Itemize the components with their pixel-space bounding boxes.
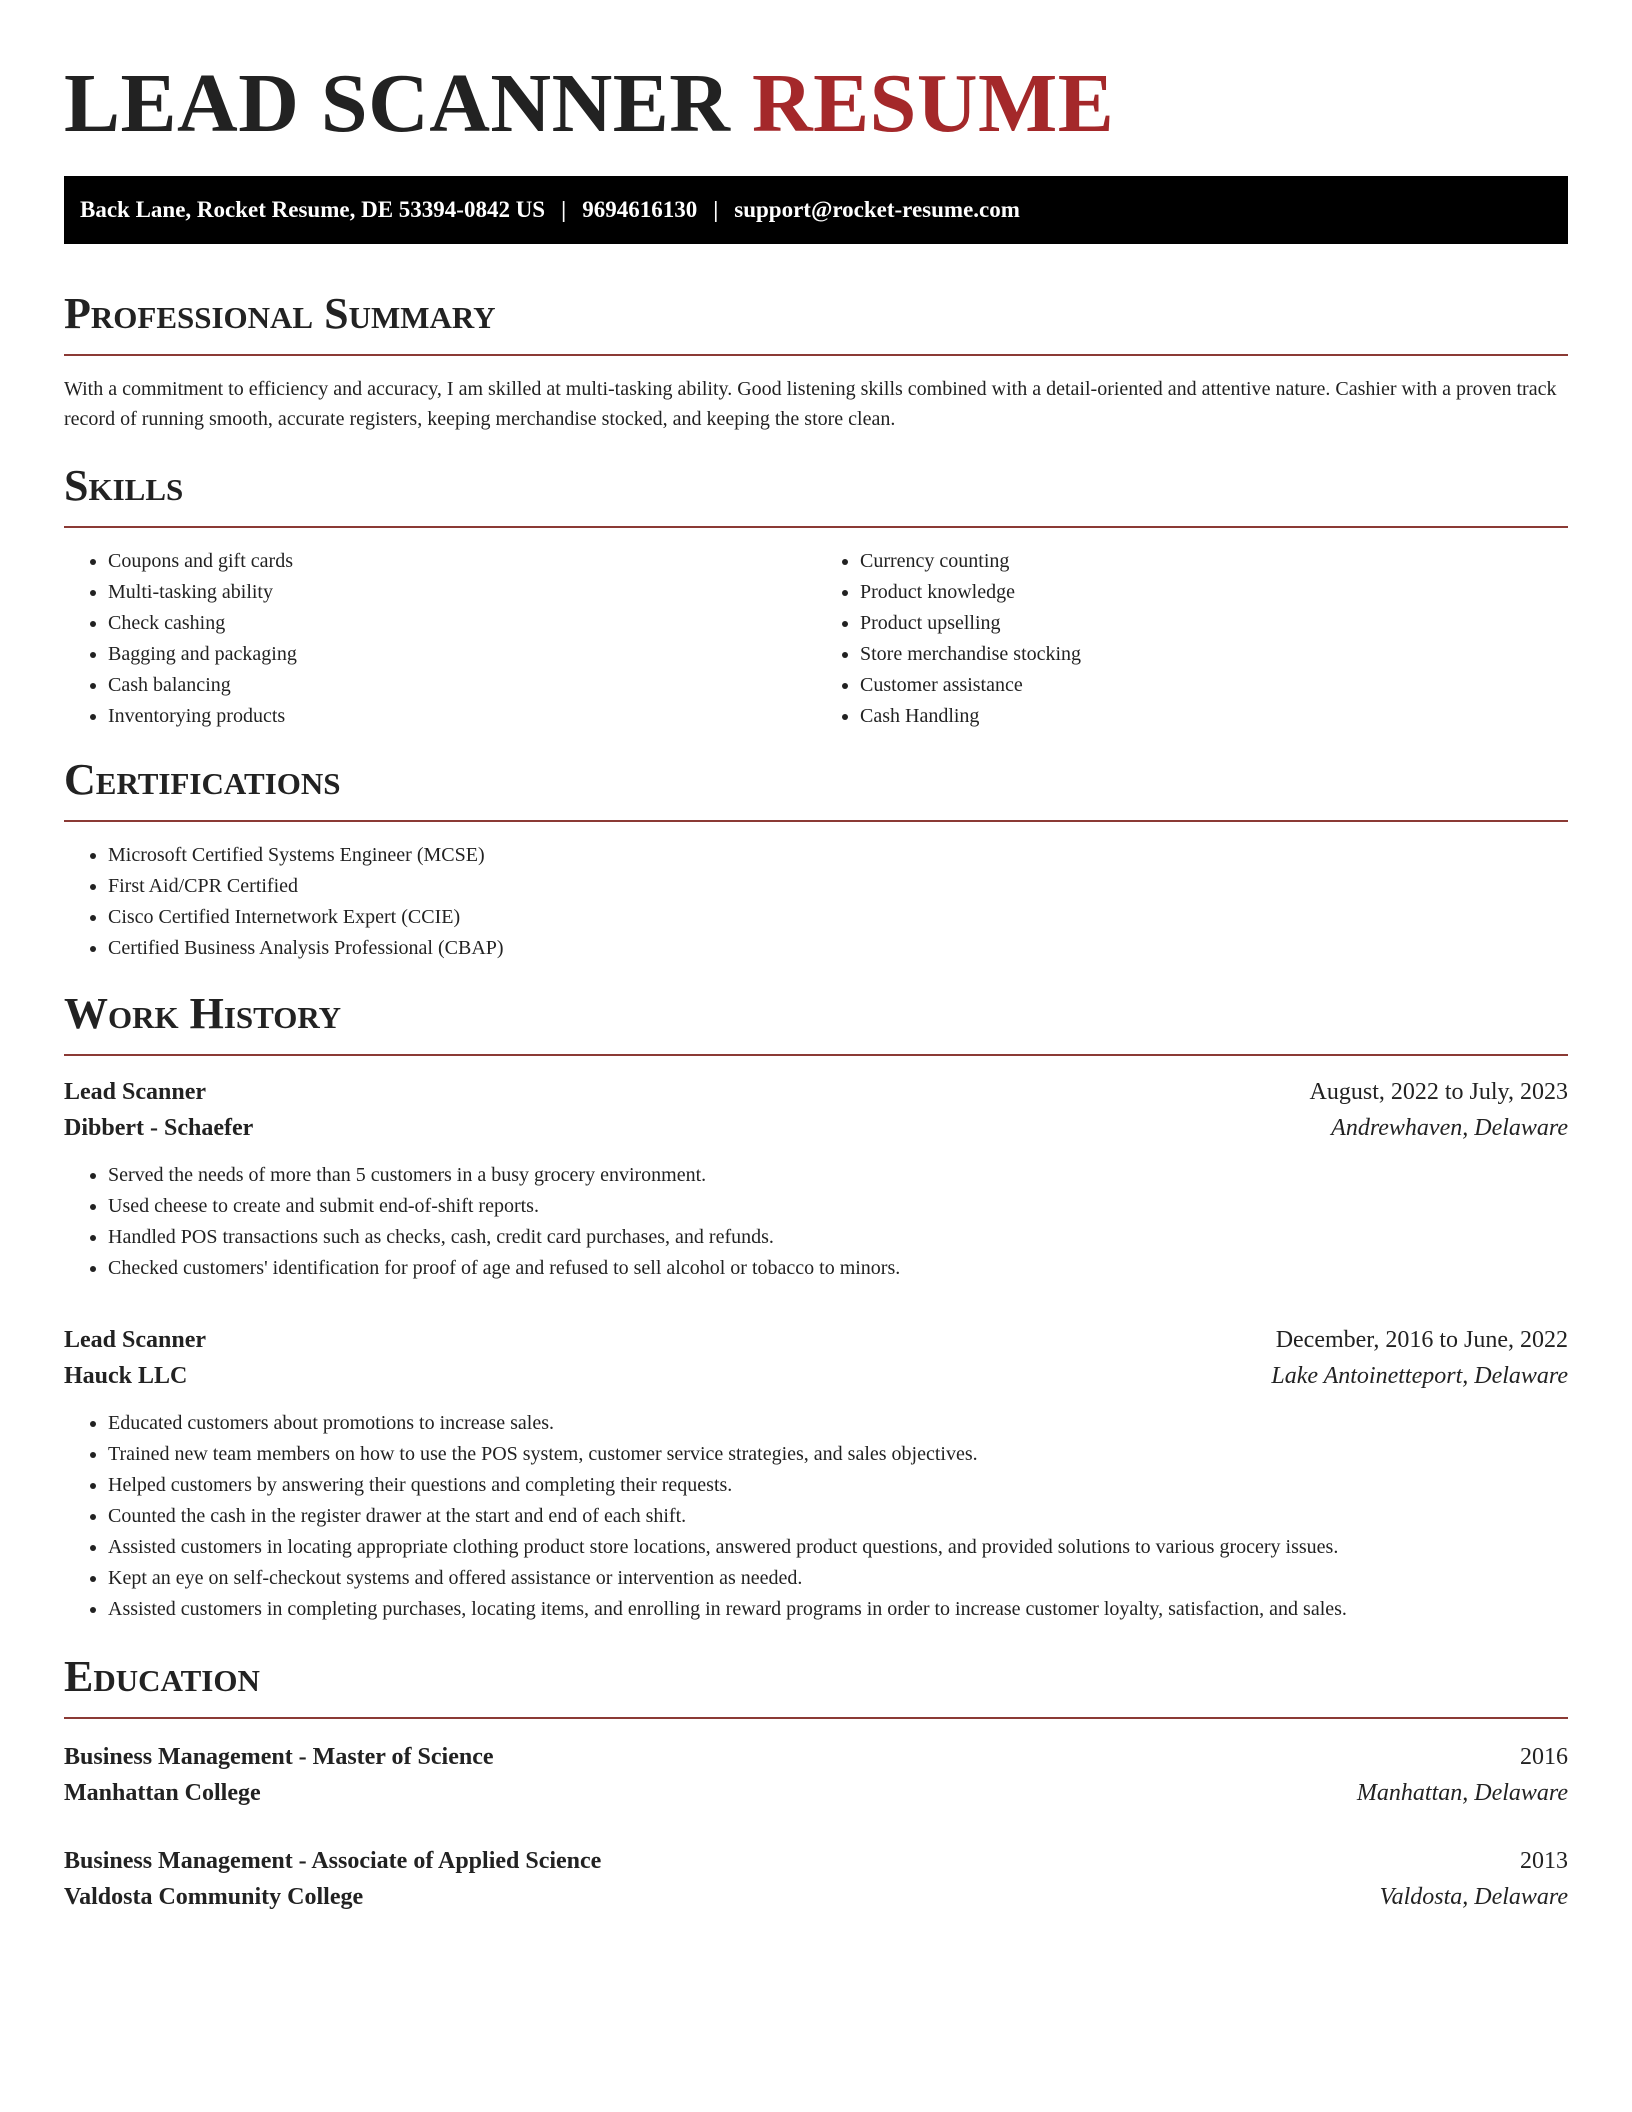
- certification-item: • Cisco Certified Internetwork Expert (CCIE): [108, 902, 1568, 933]
- skill-item: • Product upselling: [860, 608, 1568, 639]
- education-location: Valdosta, Delaware: [1379, 1884, 1568, 1910]
- job-company-row: [64, 1110, 1568, 1146]
- certification-item: • Certified Business Analysis Professional (CBAP): [108, 933, 1568, 964]
- job-location: Andrewhaven, Delaware: [1331, 1115, 1568, 1141]
- skill-item: • Multi-tasking ability: [108, 577, 816, 608]
- job-duty-item: • Checked customers' identification for proof of age and refused to sell alcohol or tobacco to minors.: [108, 1253, 1568, 1284]
- skills-heading: Skills: [64, 461, 184, 510]
- education-school-row: [64, 1879, 1568, 1915]
- education-location: Manhattan, Delaware: [1356, 1780, 1568, 1806]
- job-title: Lead Scanner: [64, 1079, 207, 1105]
- job-duty-item: • Trained new team members on how to use the POS system, customer service strategies, and sales objectives.: [108, 1439, 1568, 1470]
- section-divider: [64, 354, 1568, 356]
- skill-item: • Inventorying products: [108, 701, 816, 732]
- skills-list-left: [64, 546, 816, 732]
- title-accent: RESUME: [751, 57, 1115, 150]
- education-degree: Business Management - Associate of Applied Science: [64, 1848, 602, 1874]
- skill-item: • Cash balancing: [108, 670, 816, 701]
- job-duty-item: • Used cheese to create and submit end-of-shift reports.: [108, 1191, 1568, 1222]
- job-duty-item: • Counted the cash in the register drawer at the start and end of each shift.: [108, 1501, 1568, 1532]
- skills-section: [64, 460, 1568, 732]
- contact-address: Back Lane, Rocket Resume, DE 53394-0842 US: [80, 197, 546, 222]
- job-dates: August, 2022 to July, 2023: [1309, 1079, 1568, 1105]
- contact-separator: |: [561, 197, 567, 222]
- skills-column-right: [816, 546, 1568, 732]
- skill-item: • Bagging and packaging: [108, 639, 816, 670]
- education-degree: Business Management - Master of Science: [64, 1744, 494, 1770]
- education-school-row: [64, 1775, 1568, 1811]
- title-main: LEAD SCANNER: [64, 57, 731, 150]
- job-dates: December, 2016 to June, 2022: [1275, 1327, 1568, 1353]
- job-company: Dibbert - Schaefer: [64, 1115, 254, 1141]
- contact-bar: [64, 176, 1568, 244]
- skills-column-left: [64, 546, 816, 732]
- certification-item: • First Aid/CPR Certified: [108, 871, 1568, 902]
- job-company-row: [64, 1358, 1568, 1394]
- job-entry: [64, 1322, 1568, 1625]
- section-divider: [64, 820, 1568, 822]
- job-header-row: [64, 1074, 1568, 1110]
- certifications-list: [64, 840, 1568, 964]
- education-degree-row: [64, 1843, 1568, 1879]
- skill-item: • Customer assistance: [860, 670, 1568, 701]
- job-duties-list: [64, 1160, 1568, 1284]
- education-degree-row: [64, 1739, 1568, 1775]
- education-section: [64, 1651, 1568, 1915]
- job-company: Hauck LLC: [64, 1363, 188, 1389]
- skill-item: • Coupons and gift cards: [108, 546, 816, 577]
- summary-section: [64, 288, 1568, 434]
- job-entry: [64, 1074, 1568, 1284]
- contact-email[interactable]: support@rocket-resume.com: [734, 197, 1020, 222]
- job-duty-item: • Handled POS transactions such as checks, cash, credit card purchases, and refunds.: [108, 1222, 1568, 1253]
- contact-separator: |: [713, 197, 719, 222]
- summary-text: With a commitment to efficiency and accuracy, I am skilled at multi-tasking ability. Good listening skills combined with a detail-oriented and attentive nature. Cashier with a proven track record of running smooth, accurate registers, keeping merchandise stocked, and keeping the store clean.: [64, 378, 1557, 430]
- contact-phone[interactable]: 9694616130: [582, 197, 698, 222]
- skill-item: • Store merchandise stocking: [860, 639, 1568, 670]
- skills-list-right: [816, 546, 1568, 732]
- certifications-section: [64, 754, 1568, 964]
- education-heading: Education: [64, 1652, 260, 1701]
- work-history-section: [64, 988, 1568, 1625]
- job-duty-item: • Helped customers by answering their questions and completing their requests.: [108, 1470, 1568, 1501]
- section-divider: [64, 1054, 1568, 1056]
- job-duties-list: [64, 1408, 1568, 1625]
- job-duty-item: • Kept an eye on self-checkout systems and offered assistance or intervention as needed.: [108, 1563, 1568, 1594]
- education-entry: [64, 1739, 1568, 1811]
- job-title: Lead Scanner: [64, 1327, 207, 1353]
- education-year: 2013: [1520, 1848, 1568, 1874]
- skill-item: • Check cashing: [108, 608, 816, 639]
- certifications-heading: Certifications: [64, 755, 341, 804]
- job-duty-item: • Served the needs of more than 5 customers in a busy grocery environment.: [108, 1160, 1568, 1191]
- education-school: Manhattan College: [64, 1780, 261, 1806]
- section-divider: [64, 1717, 1568, 1719]
- section-divider: [64, 526, 1568, 528]
- work-history-heading: Work History: [64, 989, 342, 1038]
- skill-item: • Product knowledge: [860, 577, 1568, 608]
- job-header-row: [64, 1322, 1568, 1358]
- skill-item: • Cash Handling: [860, 701, 1568, 732]
- education-year: 2016: [1520, 1744, 1568, 1770]
- resume-title: [64, 56, 1568, 152]
- skills-grid: [64, 546, 1568, 732]
- education-school: Valdosta Community College: [64, 1884, 364, 1910]
- job-duty-item: • Assisted customers in locating appropriate clothing product store locations, answered product questions, and provided solutions to various grocery issues.: [108, 1532, 1568, 1563]
- skill-item: • Currency counting: [860, 546, 1568, 577]
- job-duty-item: • Assisted customers in completing purchases, locating items, and enrolling in reward programs in order to increase customer loyalty, satisfaction, and sales.: [108, 1594, 1568, 1625]
- summary-heading: Professional Summary: [64, 289, 496, 338]
- job-duty-item: • Educated customers about promotions to increase sales.: [108, 1408, 1568, 1439]
- education-entry: [64, 1843, 1568, 1915]
- job-location: Lake Antoinetteport, Delaware: [1271, 1363, 1568, 1389]
- certification-item: • Microsoft Certified Systems Engineer (MCSE): [108, 840, 1568, 871]
